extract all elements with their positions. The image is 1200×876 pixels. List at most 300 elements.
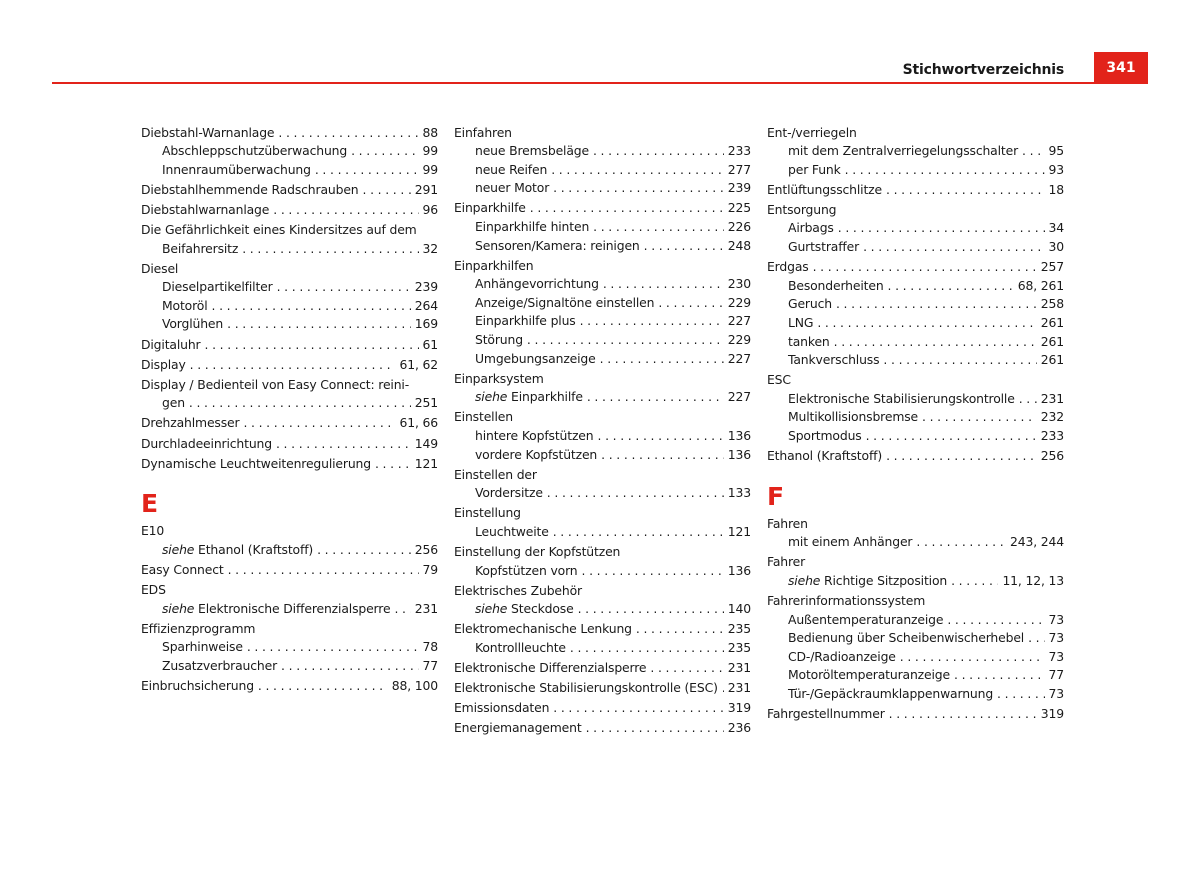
index-subentry [141, 315, 438, 334]
entry-term [162, 161, 311, 180]
dot-leader [189, 394, 411, 413]
index-entry [141, 561, 438, 580]
entry-term [475, 446, 597, 465]
entry-text: Ethanol (Kraftstoff) [767, 448, 883, 464]
dot-leader [553, 523, 724, 542]
entry-term [162, 142, 347, 161]
entry-term [162, 278, 273, 297]
entry-text: Diebstahlwarnanlage [141, 201, 270, 217]
entry-text: neuer Motor [475, 180, 550, 196]
entry-term [767, 201, 836, 220]
entry-term [141, 221, 417, 240]
dot-leader [351, 142, 418, 161]
entry-text: Vordersitze [475, 485, 543, 501]
dot-leader [886, 181, 1045, 200]
dot-leader [243, 414, 395, 433]
entry-term [141, 522, 164, 541]
entry-text: Elektronische Differenzialsperre [454, 660, 647, 676]
index-subentry [141, 600, 438, 619]
index-subentry [767, 611, 1064, 630]
index-subentry [767, 390, 1064, 409]
entry-term [475, 600, 574, 619]
entry-text: Fahren [767, 515, 808, 531]
dot-leader [570, 639, 724, 658]
page-reference: 68, 261 [1017, 277, 1064, 293]
dot-leader [547, 484, 724, 503]
page-reference: 264 [414, 297, 438, 313]
dot-leader [922, 408, 1037, 427]
entry-text: vordere Kopfstützen [475, 446, 598, 462]
page-reference: 229 [727, 294, 751, 310]
index-subentry [454, 312, 751, 331]
entry-term [454, 699, 549, 718]
entry-term [454, 199, 526, 218]
dot-leader [242, 240, 418, 259]
index-entry [454, 408, 751, 427]
page-reference: 226 [727, 218, 751, 234]
entry-text: Anhängevorrichtung [475, 276, 599, 292]
index-subentry [454, 142, 751, 161]
dot-leader [228, 561, 419, 580]
index-subentry [767, 238, 1064, 257]
page-reference: 243, 244 [1010, 534, 1064, 550]
page-reference: 231 [1040, 390, 1064, 406]
page-reference: 233 [727, 143, 751, 159]
entry-text: CD-/Radioanzeige [788, 648, 896, 664]
index-subentry [454, 331, 751, 350]
dot-leader [394, 600, 410, 619]
entry-term [162, 600, 390, 619]
index-entry [141, 221, 438, 240]
entry-text: Motoröl [162, 297, 208, 313]
entry-term [788, 648, 896, 667]
page-reference: 227 [727, 350, 751, 366]
entry-text: Leuchtweite [475, 523, 549, 539]
index-subentry [454, 275, 751, 294]
page-reference: 319 [727, 700, 751, 716]
entry-term [475, 218, 589, 237]
entry-text: Besonderheiten [788, 277, 884, 293]
index-entry [141, 356, 438, 375]
index-entry [141, 435, 438, 454]
dot-leader [281, 657, 418, 676]
index-subentry [141, 657, 438, 676]
entry-text: Einparkhilfen [454, 257, 534, 273]
entry-term [475, 179, 549, 198]
dot-leader [593, 142, 724, 161]
index-column-3 [767, 122, 1064, 724]
see-reference: siehe [475, 601, 508, 617]
entry-term [475, 484, 543, 503]
entry-term [141, 356, 186, 375]
index-subentry [454, 523, 751, 542]
entry-term [767, 371, 791, 390]
page-reference: 95 [1048, 143, 1064, 159]
page-reference: 88, 100 [391, 677, 438, 693]
dot-leader [586, 719, 724, 738]
entry-text: Einstellen der [454, 466, 537, 482]
entry-text: Ent-/verriegeln [767, 124, 857, 140]
page-reference: 230 [727, 276, 751, 292]
entry-term [767, 258, 809, 277]
section-letter: E [141, 489, 158, 519]
page-reference: 227 [727, 389, 751, 405]
page-reference: 61, 66 [399, 415, 438, 431]
dot-leader [601, 446, 724, 465]
entry-text: Drehzahlmesser [141, 415, 240, 431]
page-reference: 99 [422, 161, 438, 177]
entry-text: Elektrisches Zubehör [454, 582, 582, 598]
page-reference: 231 [414, 600, 438, 616]
page-reference: 169 [414, 316, 438, 332]
entry-term [788, 408, 918, 427]
entry-term [788, 238, 859, 257]
dot-leader [866, 427, 1037, 446]
entry-term [788, 314, 813, 333]
entry-text: mit dem Zentralverriegelungsschalter [788, 143, 1019, 159]
index-subentry [454, 350, 751, 369]
entry-text: Airbags [788, 220, 834, 236]
entry-text: Erdgas [767, 259, 809, 275]
index-subentry [767, 314, 1064, 333]
page-reference: 257 [1040, 259, 1064, 275]
entry-text: Anzeige/Signaltöne einstellen [475, 294, 655, 310]
entry-term [162, 657, 277, 676]
page-reference: 73 [1048, 630, 1064, 646]
index-subentry [454, 237, 751, 256]
index-entry [767, 515, 1064, 534]
entry-term [454, 719, 582, 738]
dot-leader [212, 297, 411, 316]
index-entry [141, 677, 438, 696]
entry-text: Tür-/Gepäckraumklappenwarnung [788, 686, 994, 702]
dot-leader [863, 238, 1044, 257]
dot-leader [644, 237, 724, 256]
entry-term [767, 124, 857, 143]
entry-text: Einparkhilfe plus [475, 313, 576, 329]
entry-text: Einstellen [454, 409, 513, 425]
entry-term [788, 685, 993, 704]
entry-term [141, 620, 255, 639]
header-rule [52, 82, 1148, 84]
entry-text: Diebstahl-Warnanlage [141, 124, 275, 140]
page-reference: 78 [422, 639, 438, 655]
entry-term [454, 620, 632, 639]
entry-term [788, 629, 1024, 648]
index-subentry [767, 142, 1064, 161]
entry-term [475, 523, 549, 542]
dot-leader [553, 699, 724, 718]
entry-term [454, 257, 533, 276]
entry-term [141, 376, 409, 395]
entry-term [767, 592, 925, 611]
entry-text: Richtige Sitzposition [824, 572, 948, 588]
dot-leader [883, 351, 1036, 370]
entry-text: Elektronische Differenzialsperre [198, 600, 391, 616]
page-reference: 277 [727, 161, 751, 177]
index-subentry [454, 484, 751, 503]
index-entry [767, 553, 1064, 572]
dot-leader [845, 161, 1045, 180]
entry-text: Diebstahlhemmende Radschrauben [141, 181, 359, 197]
index-subentry [141, 394, 438, 413]
page-reference: 32 [422, 240, 438, 256]
entry-term [475, 161, 547, 180]
entry-term [475, 388, 583, 407]
see-reference: siehe [475, 389, 508, 405]
entry-term [141, 677, 254, 696]
entry-text: Sensoren/Kamera: reinigen [475, 237, 640, 253]
index-column-2 [454, 122, 751, 738]
index-entry [767, 447, 1064, 466]
entry-term [788, 219, 834, 238]
dot-leader [650, 659, 723, 678]
see-reference: siehe [788, 572, 821, 588]
page-reference: 239 [414, 279, 438, 295]
dot-leader [954, 666, 1045, 685]
dot-leader [317, 541, 411, 560]
index-entry [141, 260, 438, 279]
entry-term [454, 504, 521, 523]
dot-leader [947, 611, 1044, 630]
page-reference: 233 [1040, 428, 1064, 443]
index-subentry [767, 161, 1064, 180]
index-subentry [767, 219, 1064, 238]
entry-text: Motoröltemperaturanzeige [788, 667, 950, 683]
entry-text: Elektromechanische Lenkung [454, 621, 632, 637]
entry-text: Einstellung der Kopfstützen [454, 544, 621, 560]
dot-leader [722, 679, 724, 698]
page-reference: 235 [727, 640, 751, 656]
dot-leader [636, 620, 724, 639]
dot-leader [278, 124, 418, 143]
entry-term [475, 350, 596, 369]
index-subentry [454, 218, 751, 237]
page-reference: 133 [727, 485, 751, 501]
entry-text: Entsorgung [767, 201, 837, 217]
page-reference: 73 [1048, 648, 1064, 664]
entry-text: Display / Bedienteil von Easy Connect: reini- [141, 376, 410, 392]
index-subentry [767, 408, 1064, 427]
index-entry [141, 201, 438, 220]
index-entry [141, 581, 438, 600]
dot-leader [813, 258, 1037, 277]
entry-text: Beifahrersitz [162, 240, 239, 256]
entry-term [162, 638, 243, 657]
entry-term [767, 705, 885, 724]
entry-text: Dynamische Leuchtweitenregulierung [141, 455, 371, 471]
page-reference: 232 [1040, 409, 1064, 425]
entry-text: Sparhinweise [162, 639, 243, 655]
page-reference: 261 [1040, 314, 1064, 330]
index-entry [141, 376, 438, 395]
entry-term [788, 142, 1018, 161]
entry-term [141, 124, 274, 143]
entry-text: Störung [475, 332, 523, 348]
page-reference: 121 [414, 455, 438, 471]
page-reference: 96 [422, 201, 438, 217]
index-entry [767, 181, 1064, 200]
entry-term [788, 611, 943, 630]
index-column-1 [141, 122, 438, 696]
entry-term [141, 414, 239, 433]
dot-leader [582, 562, 724, 581]
index-subentry [141, 638, 438, 657]
entry-text: Einfahren [454, 124, 512, 140]
entry-text: Diesel [141, 260, 179, 276]
entry-term [475, 237, 640, 256]
dot-leader [836, 295, 1037, 314]
entry-text: hintere Kopfstützen [475, 428, 594, 443]
section-letter: F [767, 481, 784, 511]
entry-text: Energiemanagement [454, 720, 582, 736]
page-reference: 231 [727, 680, 751, 696]
dot-leader [578, 600, 724, 619]
page-reference: 30 [1048, 239, 1064, 255]
entry-term [767, 447, 882, 466]
index-entry [141, 522, 438, 541]
page-reference: 319 [1040, 706, 1064, 722]
index-entry [767, 258, 1064, 277]
index-subentry [767, 685, 1064, 704]
entry-term [788, 333, 830, 352]
page-reference: 61, 62 [399, 356, 438, 372]
index-subentry [454, 600, 751, 619]
dot-leader [580, 312, 724, 331]
page-reference: 229 [727, 332, 751, 348]
entry-text: Einbruchsicherung [141, 677, 254, 693]
index-entry [141, 620, 438, 639]
entry-text: Fahrerinformationssystem [767, 593, 926, 609]
see-reference: siehe [162, 600, 195, 616]
entry-term [141, 181, 359, 200]
index-subentry [454, 427, 751, 446]
page-reference: 231 [727, 660, 751, 676]
entry-term [475, 331, 523, 350]
entry-text: Die Gefährlichkeit eines Kindersitzes auf dem [141, 221, 417, 237]
dot-leader [273, 201, 418, 220]
entry-text: Innenraumüberwachung [162, 161, 311, 177]
page-reference: 227 [727, 313, 751, 329]
dot-leader [530, 199, 724, 218]
index-subentry [767, 648, 1064, 667]
dot-leader [227, 315, 411, 334]
page-reference: 256 [414, 541, 438, 557]
entry-term [141, 260, 178, 279]
page-reference: 235 [727, 621, 751, 637]
entry-text: ESC [767, 372, 791, 388]
entry-term [454, 582, 582, 601]
dot-leader [951, 572, 998, 591]
entry-text: Außentemperaturanzeige [788, 611, 944, 627]
index-subentry [141, 240, 438, 259]
dot-leader [551, 161, 724, 180]
dot-leader [593, 218, 724, 237]
dot-leader [997, 685, 1044, 704]
entry-text: Kopfstützen vorn [475, 562, 578, 578]
entry-term [788, 390, 1015, 409]
entry-term [141, 561, 224, 580]
entry-text: Digitaluhr [141, 336, 201, 352]
dot-leader [277, 278, 411, 297]
entry-text: Abschleppschutzüberwachung [162, 143, 348, 159]
page-reference: 18 [1048, 181, 1064, 197]
entry-term [788, 427, 862, 446]
dot-leader [553, 179, 724, 198]
page-reference: 251 [414, 395, 438, 411]
entry-text: Fahrgestellnummer [767, 706, 885, 722]
entry-text: per Funk [788, 161, 841, 177]
entry-term [162, 297, 208, 316]
entry-text: Einparkhilfe hinten [475, 218, 590, 234]
index-subentry [141, 278, 438, 297]
index-entry [454, 543, 751, 562]
index-subentry [454, 161, 751, 180]
index-entry [767, 201, 1064, 220]
entry-term [788, 351, 879, 370]
entry-text: LNG [788, 314, 814, 330]
index-entry [767, 705, 1064, 724]
entry-text: Elektronische Stabilisierungskontrolle [788, 390, 1015, 406]
index-entry [454, 124, 751, 143]
dot-leader [838, 219, 1045, 238]
dot-leader [315, 161, 419, 180]
dot-leader [598, 427, 724, 446]
index-entry [454, 199, 751, 218]
entry-text: Steckdose [511, 601, 574, 617]
page-reference: 61 [422, 336, 438, 352]
page-reference: 93 [1048, 161, 1064, 177]
entry-term [162, 541, 313, 560]
section-title: Stichwortverzeichnis [902, 62, 1064, 78]
index-entry [141, 181, 438, 200]
entry-term [454, 124, 512, 143]
entry-term [454, 466, 537, 485]
see-reference: siehe [162, 541, 195, 557]
index-subentry [767, 333, 1064, 352]
index-entry [454, 699, 751, 718]
index-entry [141, 336, 438, 355]
index-entry [454, 466, 751, 485]
page-reference: 261 [1040, 352, 1064, 368]
page-reference: 79 [422, 561, 438, 577]
page-reference: 225 [727, 200, 751, 216]
entry-text: neue Reifen [475, 161, 548, 177]
index-entry [454, 257, 751, 276]
page-reference: 136 [727, 446, 751, 462]
entry-term [767, 181, 882, 200]
entry-term [141, 435, 272, 454]
index-subentry [454, 446, 751, 465]
entry-text: Geruch [788, 296, 832, 312]
index-subentry [767, 572, 1064, 591]
entry-text: Elektronische Stabilisierungskontrolle (ESC) [454, 680, 718, 696]
entry-text: Zusatzverbraucher [162, 657, 278, 673]
page-reference: 77 [1048, 667, 1064, 683]
index-entry [767, 592, 1064, 611]
entry-text: Emissionsdaten [454, 700, 550, 716]
entry-text: Kontrollleuchte [475, 640, 566, 656]
entry-term [788, 533, 912, 552]
page-reference: 261 [1040, 333, 1064, 349]
entry-term [162, 240, 238, 259]
entry-text: Einparksystem [454, 370, 544, 386]
dot-leader [247, 638, 419, 657]
entry-term [141, 581, 166, 600]
dot-leader [587, 388, 724, 407]
entry-text: Einstellung [454, 505, 521, 521]
index-entry [454, 370, 751, 389]
